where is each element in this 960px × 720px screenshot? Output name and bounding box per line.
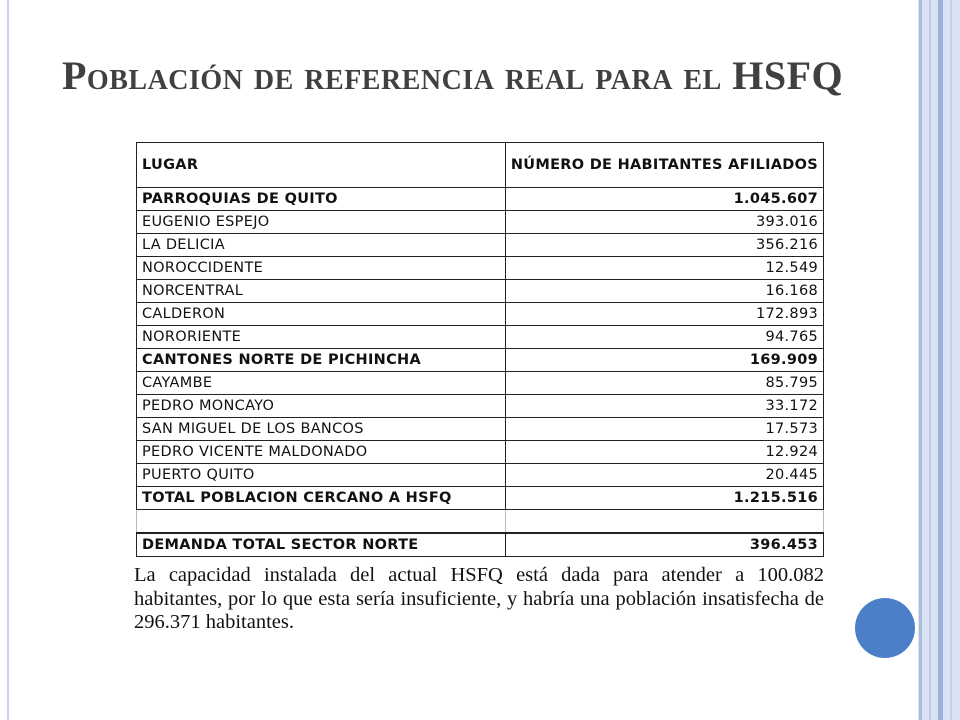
table-row — [137, 418, 824, 441]
table-row — [137, 349, 824, 372]
table-row — [137, 326, 824, 349]
inhabitants-cell: 12.924 — [505, 441, 823, 464]
table-row — [137, 234, 824, 257]
place-cell: NOROCCIDENTE — [137, 257, 506, 280]
inhabitants-cell: 85.795 — [505, 372, 823, 395]
header-place: LUGAR — [137, 143, 506, 188]
right-panel-stripe — [938, 0, 943, 720]
place-cell: TOTAL POBLACION CERCANO A HSFQ — [137, 487, 506, 510]
inhabitants-cell: 172.893 — [505, 303, 823, 326]
place-cell: NORORIENTE — [137, 326, 506, 349]
place-cell: CAYAMBE — [137, 372, 506, 395]
place-cell: CANTONES NORTE DE PICHINCHA — [137, 349, 506, 372]
table-row — [137, 395, 824, 418]
inhabitants-cell: 33.172 — [505, 395, 823, 418]
place-cell: PEDRO MONCAYO — [137, 395, 506, 418]
left-decorative-rule — [7, 0, 9, 720]
place-cell: SAN MIGUEL DE LOS BANCOS — [137, 418, 506, 441]
table-row — [137, 372, 824, 395]
place-cell: PEDRO VICENTE MALDONADO — [137, 441, 506, 464]
table-row — [137, 487, 824, 510]
inhabitants-cell: 16.168 — [505, 280, 823, 303]
inhabitants-cell: 169.909 — [505, 349, 823, 372]
slide-title: Población de referencia real para el HSFQ — [62, 53, 844, 98]
decorative-circle — [855, 598, 915, 658]
header-inhabitants: NÚMERO DE HABITANTES AFILIADOS — [505, 143, 823, 188]
table-row — [137, 441, 824, 464]
inhabitants-cell: 393.016 — [505, 211, 823, 234]
place-cell: LA DELICIA — [137, 234, 506, 257]
right-panel-stripe — [919, 0, 922, 720]
inhabitants-cell: 17.573 — [505, 418, 823, 441]
table-row — [137, 303, 824, 326]
population-table — [136, 142, 824, 557]
place-cell: EUGENIO ESPEJO — [137, 211, 506, 234]
empty-cell — [137, 510, 506, 534]
inhabitants-cell: 94.765 — [505, 326, 823, 349]
right-panel-stripe — [950, 0, 952, 720]
place-cell: NORCENTRAL — [137, 280, 506, 303]
table-row — [137, 464, 824, 487]
table-row — [137, 257, 824, 280]
table-header-row — [137, 143, 824, 188]
empty-row — [137, 510, 824, 534]
right-panel-stripe — [929, 0, 931, 720]
inhabitants-cell: 1.215.516 — [505, 487, 823, 510]
place-cell: PARROQUIAS DE QUITO — [137, 188, 506, 211]
table-row — [137, 280, 824, 303]
inhabitants-cell: 356.216 — [505, 234, 823, 257]
footer-place: DEMANDA TOTAL SECTOR NORTE — [137, 533, 506, 557]
inhabitants-cell: 20.445 — [505, 464, 823, 487]
inhabitants-cell: 12.549 — [505, 257, 823, 280]
summary-paragraph: La capacidad instalada del actual HSFQ está dada para atender a 100.082 habitantes, por lo que esta sería insuficiente, y habría una población insatisfecha de 296.371 habitantes. — [134, 564, 824, 633]
table-row — [137, 188, 824, 211]
table-row — [137, 211, 824, 234]
table-footer-row — [137, 533, 824, 557]
place-cell: CALDERON — [137, 303, 506, 326]
empty-cell — [505, 510, 823, 534]
place-cell: PUERTO QUITO — [137, 464, 506, 487]
inhabitants-cell: 1.045.607 — [505, 188, 823, 211]
footer-inhabitants: 396.453 — [505, 533, 823, 557]
